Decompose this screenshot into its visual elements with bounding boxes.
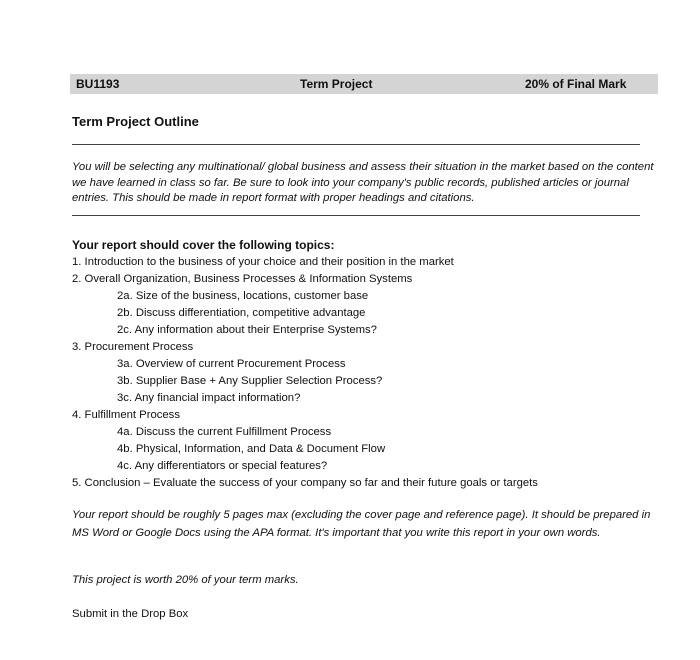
divider-top (72, 144, 640, 145)
topic-item: 4. Fulfillment Process (72, 409, 180, 421)
divider-bottom (72, 215, 640, 216)
intro-paragraph: You will be selecting any multinational/ global business and assess their situation in the market based on the content we have learned in class so far. Be sure to look into your company's public records, published articles or journal entries. This should be made in report format with proper headings and citations. (72, 161, 654, 204)
topic-item: 5. Conclusion – Evaluate the success of your company so far and their future goals or targets (72, 477, 538, 489)
subtopic-item: 3c. Any financial impact information? (117, 392, 301, 404)
closing-paragraph: Your report should be roughly 5 pages max (excluding the cover page and reference page). It should be prepared in MS Word or Google Docs using the APA format. It's important that you write this report in your own words. (72, 509, 651, 539)
outline-title: Term Project Outline (72, 114, 199, 129)
subtopic-item: 4b. Physical, Information, and Data & Document Flow (117, 443, 386, 455)
subtopic-item: 4a. Discuss the current Fulfillment Process (117, 426, 332, 438)
subtopic-item: 3b. Supplier Base + Any Supplier Selection Process? (117, 375, 383, 387)
subtopic-item: 2a. Size of the business, locations, customer base (117, 290, 369, 302)
topics-section (72, 237, 672, 492)
topic-item: 3. Procurement Process (72, 341, 194, 353)
topic-list (72, 254, 672, 492)
course-code: BU1193 (76, 77, 120, 91)
grade-weight: 20% of Final Mark (525, 77, 627, 91)
submit-instruction: Submit in the Drop Box (72, 608, 189, 620)
topic-item: 2. Overall Organization, Business Processes & Information Systems (72, 273, 413, 285)
subtopic-item: 2c. Any information about their Enterprise Systems? (117, 324, 377, 336)
topic-item: 1. Introduction to the business of your choice and their position in the market (72, 256, 454, 268)
topics-heading: Your report should cover the following topics: (72, 238, 335, 252)
subtopic-item: 4c. Any differentiators or special features? (117, 460, 328, 472)
subtopic-item: 2b. Discuss differentiation, competitive advantage (117, 307, 366, 319)
header-bar (70, 74, 658, 94)
worth-note: This project is worth 20% of your term marks. (72, 574, 299, 586)
subtopic-item: 3a. Overview of current Procurement Process (117, 358, 346, 370)
header-title: Term Project (300, 77, 373, 91)
